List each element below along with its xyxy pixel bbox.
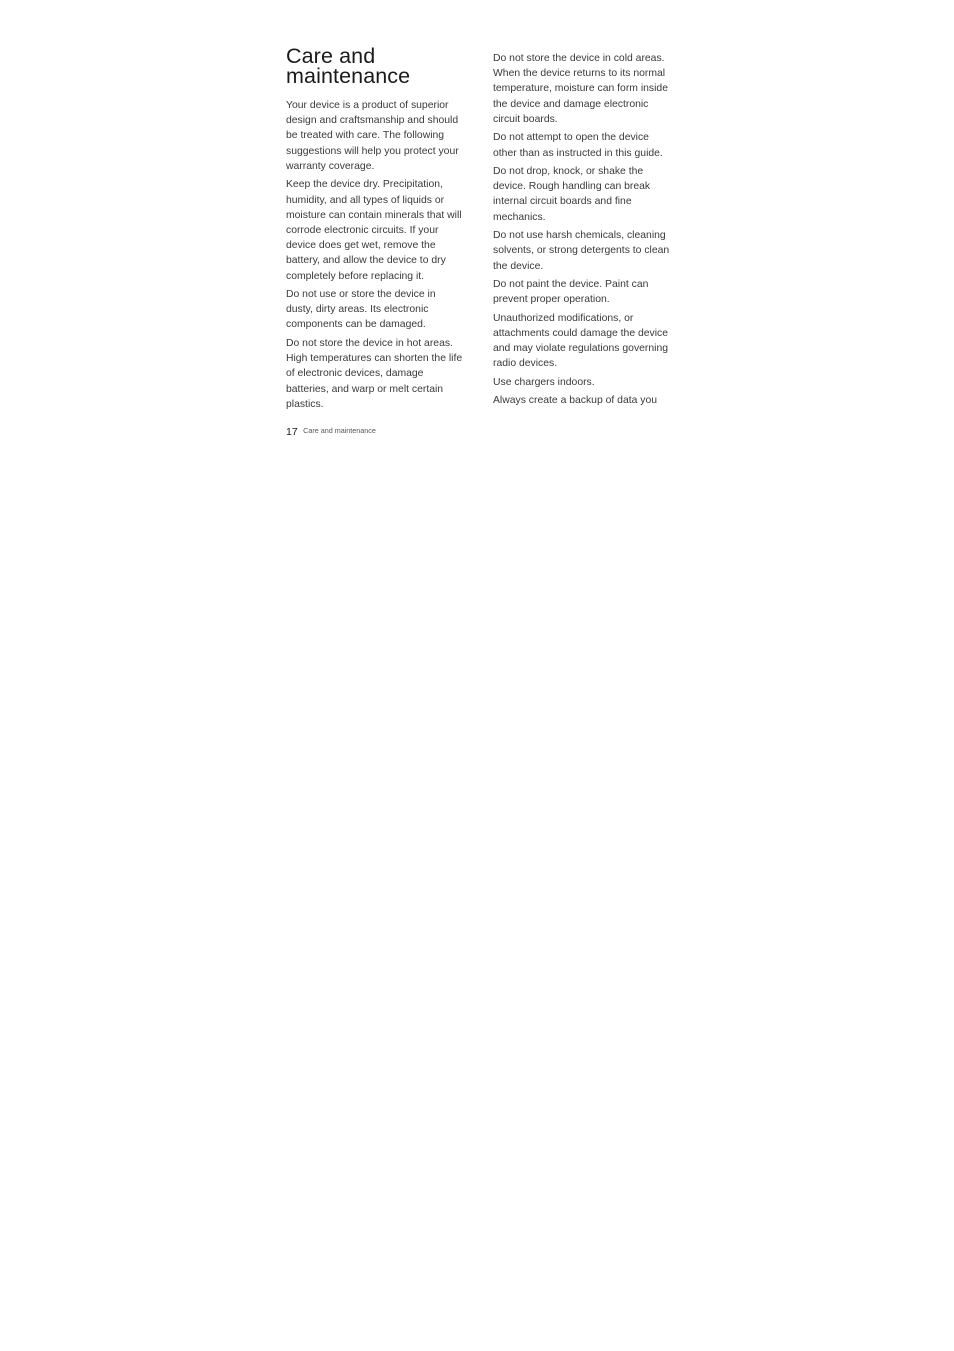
left-column — [286, 46, 464, 415]
page-title — [286, 46, 464, 86]
paragraph-keep-dry: Keep the device dry. Precipitation, humidity, and all types of liquids or moisture can contain minerals that will corrode electronic circuits. If your device does get wet, remove the battery, and allow the device to dry completely before replacing it. — [286, 179, 462, 282]
page-footer — [286, 422, 376, 440]
paragraph-intro: Your device is a product of superior design and craftsmanship and should be treated with care. The following suggestions will help you protect your warranty coverage. — [286, 100, 459, 172]
paragraph-chargers-indoors: Use chargers indoors. — [493, 376, 595, 388]
paragraph-do-not-open: Do not attempt to open the device other than as instructed in this guide. — [493, 132, 663, 159]
paragraph-do-not-drop: Do not drop, knock, or shake the device. Rough handling can break internal circuit boards and fine mechanics. — [493, 166, 651, 223]
page-title-line-2: maintenance — [286, 64, 411, 88]
footer-section-label: Care and maintenance — [303, 426, 376, 435]
paragraph-modifications: Unauthorized modifications, or attachments could damage the device and may violate regulations governing radio devices. — [493, 312, 669, 370]
paragraph-dusty-areas: Do not use or store the device in dusty, dirty areas. Its electronic components can be damaged. — [286, 289, 436, 331]
paragraph-do-not-paint: Do not paint the device. Paint can prevent proper operation. — [493, 279, 649, 306]
page-number: 17 — [286, 426, 298, 438]
right-column — [493, 51, 671, 412]
paragraph-harsh-chemicals: Do not use harsh chemicals, cleaning solvents, or strong detergents to clean the device. — [493, 230, 670, 272]
paragraph-cold-areas: Do not store the device in cold areas. When the device returns to its normal temperature, moisture can form inside the device and damage electronic circuit boards. — [493, 53, 668, 125]
page-title-line-1: Care and — [286, 44, 376, 68]
paragraph-backup-data: Always create a backup of data you — [493, 395, 658, 407]
paragraph-hot-areas: Do not store the device in hot areas. High temperatures can shorten the life of electronic devices, damage batteries, and warp or melt certain plastics. — [286, 337, 463, 410]
